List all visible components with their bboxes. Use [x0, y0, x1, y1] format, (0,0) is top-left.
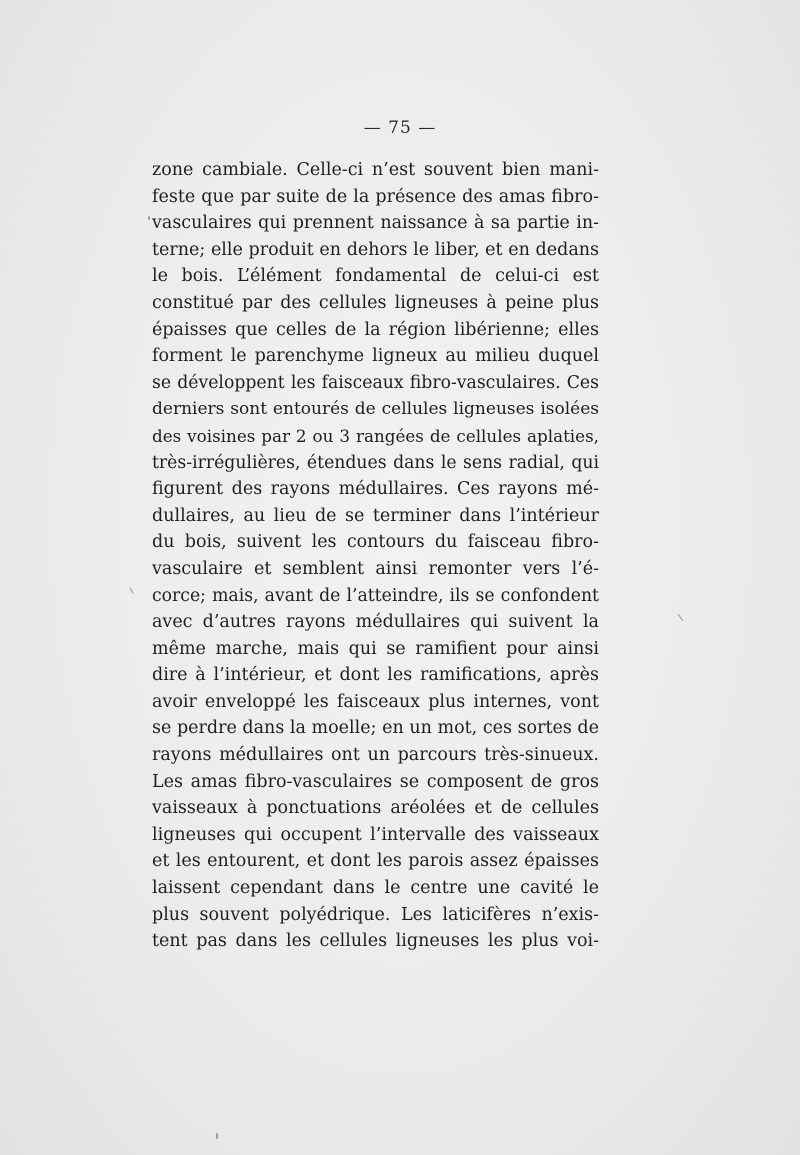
text-line: figurent des rayons médullaires. Ces rayons mé-: [152, 479, 599, 500]
text-line: avec d’autres rayons médullaires qui suivent la: [152, 612, 599, 633]
text-line: forment le parenchyme ligneux au milieu duquel: [152, 346, 599, 367]
text-line: zone cambiale. Celle-ci n’est souvent bien mani-: [152, 160, 599, 180]
scan-speck: [148, 216, 150, 220]
page-number: — 75 —: [363, 118, 437, 138]
scan-speck: [678, 614, 684, 622]
body-text: [152, 157, 599, 955]
scan-speck: [216, 1133, 218, 1139]
text-line: le bois. L’élément fondamental de celui-ci est: [152, 266, 599, 287]
text-line: du bois, suivent les contours du faisceau fibro-: [152, 532, 599, 553]
text-line: rayons médullaires ont un parcours très-sinueux.: [152, 745, 599, 766]
text-line: vasculaire et semblent ainsi remonter vers l’é-: [152, 558, 599, 579]
text-line: plus souvent polyédrique. Les laticifères n’exis-: [152, 904, 599, 925]
text-line: se perdre dans la moelle; en un mot, ces sortes de: [152, 718, 599, 739]
text-line: des voisines par 2 ou 3 rangées de cellules aplaties,: [152, 425, 599, 446]
text-line: Les amas fibro-vasculaires se composent de gros: [152, 771, 599, 792]
text-line: même marche, mais qui se ramifient pour ainsi: [152, 638, 599, 659]
text-line: se développent les faisceaux fibro-vasculaires. Ces: [152, 372, 599, 393]
text-line: épaisses que celles de la région libérienne; elles: [152, 319, 599, 340]
scan-speck: [129, 587, 133, 594]
text-line: corce; mais, avant de l’atteindre, ils se confondent: [152, 585, 599, 606]
text-line: derniers sont entourés de cellules ligneuses isolées: [152, 399, 599, 420]
text-line: vasculaires qui prennent naissance à sa partie in-: [152, 213, 599, 234]
text-line: ligneuses qui occupent l’intervalle des vaisseaux: [152, 824, 599, 845]
text-line: avoir enveloppé les faisceaux plus internes, vont: [152, 691, 599, 712]
text-line: feste que par suite de la présence des amas fibro-: [152, 186, 599, 207]
text-line: tent pas dans les cellules ligneuses les plus voi-: [152, 931, 599, 952]
text-line: très-irrégulières, étendues dans le sens radial, qui: [152, 452, 599, 473]
text-line: laissent cependant dans le centre une cavité le: [152, 878, 599, 899]
text-line: terne; elle produit en dehors le liber, et en dedans: [152, 239, 599, 260]
text-line: constitué par des cellules ligneuses à peine plus: [152, 292, 599, 313]
text-line: et les entourent, et dont les parois assez épaisses: [152, 851, 599, 872]
text-line: dullaires, au lieu de se terminer dans l’intérieur: [152, 505, 599, 526]
text-line: vaisseaux à ponctuations aréolées et de cellules: [152, 798, 599, 819]
text-line: dire à l’intérieur, et dont les ramifications, après: [152, 665, 599, 686]
